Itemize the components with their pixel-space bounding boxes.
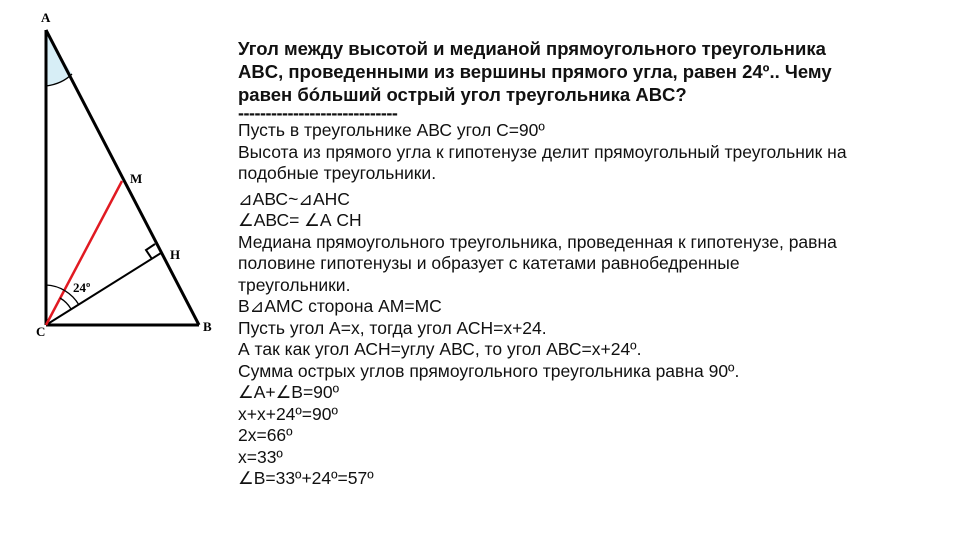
angle-c-arc-inner bbox=[60, 298, 71, 309]
solution-line: ⊿АВС~⊿АНС bbox=[238, 188, 350, 209]
solution-line: В⊿АМС сторона АМ=МС bbox=[238, 296, 442, 316]
problem-title-line-2: ABC, проведенными из вершины прямого угла, равен 24º.. Чему bbox=[238, 61, 832, 82]
solution-line: х+х+24º=90º bbox=[238, 403, 338, 424]
median-cm bbox=[46, 181, 122, 325]
separator: ----------------------------- bbox=[238, 103, 398, 123]
solution-line: треугольники. bbox=[238, 274, 351, 295]
solution-text bbox=[238, 37, 958, 490]
problem-title-line-1: Угол между высотой и медианой прямоугольного треугольника bbox=[238, 38, 826, 59]
point-b-label: B bbox=[203, 319, 212, 334]
angle-24-label: 24º bbox=[73, 280, 91, 295]
point-a-label: A bbox=[41, 10, 51, 25]
solution-line: Пусть угол А=х, тогда угол АСН=х+24. bbox=[238, 317, 547, 338]
point-m-label: M bbox=[130, 171, 143, 186]
solution-line: ∠В=33º+24º=57º bbox=[238, 468, 374, 488]
solution-line: ∠А+∠В=90º bbox=[238, 382, 340, 402]
solution-line: А так как угол АСН=углу АВС, то угол АВС=х+24º. bbox=[238, 339, 642, 359]
solution-line: Высота из прямого угла к гипотенузе делит прямоугольный треугольник на bbox=[238, 141, 847, 162]
solution-line: Медиана прямоугольного треугольника, проведенная к гипотенузе, равна bbox=[238, 231, 837, 252]
solution-line: ∠АВС= ∠А СН bbox=[238, 210, 362, 230]
solution-line: Пусть в треугольнике АВС угол С=90º bbox=[238, 120, 545, 140]
point-c-label: C bbox=[36, 324, 46, 339]
solution-line: половине гипотенузы и образует с катетами равнобедренные bbox=[238, 253, 740, 273]
solution-line: х=33º bbox=[238, 446, 283, 467]
triangle-figure bbox=[0, 0, 235, 350]
point-h-label: H bbox=[170, 247, 181, 262]
solution-line: подобные треугольники. bbox=[238, 163, 437, 183]
problem-title-line-3: равен бóльший острый угол треугольника ABC? bbox=[238, 84, 687, 105]
solution-line: 2х=66º bbox=[238, 425, 293, 445]
solution-line: Сумма острых углов прямоугольного треугольника равна 90º. bbox=[238, 360, 740, 381]
